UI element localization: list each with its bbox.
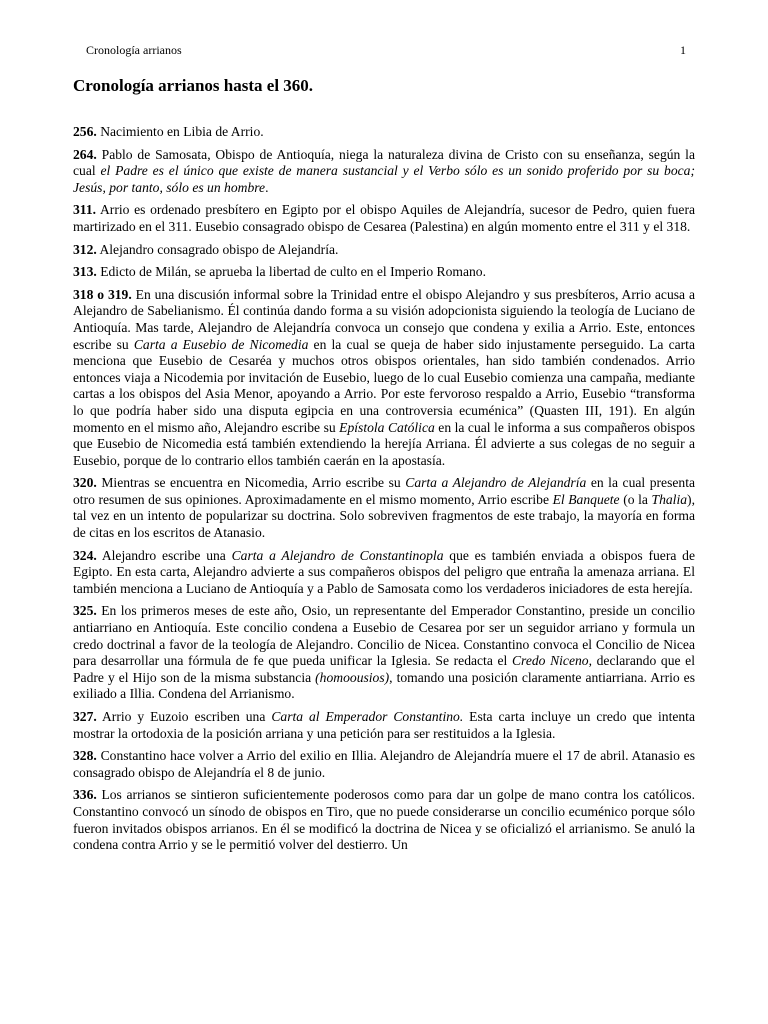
entry-year: 328.	[73, 748, 97, 764]
entry-text: Nacimiento en Libia de Arrio.	[96, 124, 264, 139]
entry-text: Alejandro escribe una	[96, 547, 232, 563]
entry-year: 324.	[73, 547, 97, 563]
entry-italic-text: Carta al Emperador Constantino.	[271, 709, 464, 724]
entry-italic-text: el Padre es el único que existe de manera sustancial y el Verbo sólo es un sonido proferido por su boca; Jesús, por tanto, sólo es un hombre	[73, 163, 695, 195]
entry-text: en la cual le informa a sus compañeros obispos que Eusebio de Nicomedia está también extendiendo la herejía Arriana. Él advierte a sus colegas de no seguir a Eusebio, porque de lo contrario ellos también caerán en la apostasía.	[73, 419, 695, 468]
entry-italic-text: Epístola Católica	[339, 419, 435, 435]
entry-text: Arrio es ordenado presbítero en Egipto por el obispo Aquiles de Alejandría, sucesor de Pedro, quien fuera martirizado en el 311. Eusebio consagrado obispo de Cesarea (Palestina) en algún momento entre el 311 y el 318.	[73, 202, 695, 234]
entry-text: En una discusión informal sobre la Trinidad entre el obispo Alejandro y sus presbíteros, Arrio acusa a Alejandro de Sabelianismo. Él continúa dando forma a su visión adopcionista siguiendo la teología de Luciano de Antioquía. Mas tarde, Alejandro de Alejandría convoca un consejo que condena y exilia a Arrio. Este, entonces escribe su	[73, 286, 695, 352]
chronology-entry	[73, 787, 695, 853]
chronology-entry	[73, 242, 695, 259]
entry-year: 318 o 319.	[73, 286, 132, 302]
chronology-entry	[73, 124, 695, 141]
entry-year: 325.	[73, 603, 97, 619]
entry-text: Pablo de Samosata, Obispo de Antioquía, niega la naturaleza divina de Cristo con su enseñanza, según la cual	[73, 146, 695, 179]
entry-year: 336.	[73, 787, 97, 803]
entry-text: Constantino hace volver a Arrio del exilio en Illia. Alejandro de Alejandría muere el 17 de abril. Atanasio es consagrado obispo de Alejandría el 8 de junio.	[73, 748, 695, 780]
entry-italic-text: El Banquete	[552, 491, 620, 507]
entry-italic-text: Thalia	[651, 491, 688, 507]
entry-year: 320.	[73, 475, 97, 491]
entry-text: en la cual se queja de haber sido injustamente perseguido. La carta menciona que Eusebio de Cesaréa y muchos otros obispos orientales, han sido también condenados. Arrio entonces viaja a Nicodemia por invitación de Eusebio, luego de lo cual Eusebio comienza una campaña, mediante cartas a los obispos del Asia Menor, apoyando a Arrio. Por este fervoroso respaldo a Arrio, Eusebio “transforma lo que podría haber sido una disputa egipcia en una controversia ecuménica” (Quasten III, 191). En algún momento en el mismo año, Alejandro escribe su	[73, 336, 695, 435]
entry-text: Mientras se encuentra en Nicomedia, Arrio escribe su	[96, 475, 406, 491]
entry-italic-text: Carta a Alejandro de Constantinopla	[231, 547, 444, 563]
chronology-entry	[73, 475, 695, 541]
entry-text: Arrio y Euzoio escriben una	[96, 709, 272, 724]
entry-year: 256.	[73, 124, 97, 139]
entry-year: 264.	[73, 146, 97, 162]
entry-italic-text: Carta a Eusebio de Nicomedia	[133, 336, 309, 352]
entry-text: Edicto de Milán, se aprueba la libertad de culto en el Imperio Romano.	[96, 264, 486, 280]
entry-text: (o la	[619, 491, 652, 507]
chronology-entry	[73, 748, 695, 781]
chronology-list	[73, 124, 695, 860]
entry-italic-text: (homoousios)	[315, 669, 390, 685]
entry-text: .	[265, 179, 269, 195]
entry-text: en la cual presenta otro resumen de sus opiniones. Aproximadamente en el mismo momento, Arrio escribe	[73, 475, 695, 507]
entry-year: 312.	[73, 241, 97, 257]
running-header	[86, 42, 686, 58]
entry-text: Alejandro consagrado obispo de Alejandría.	[96, 241, 339, 257]
entry-year: 313.	[73, 264, 97, 280]
entry-italic-text: Credo Niceno	[511, 653, 589, 669]
entry-text: Esta carta incluye un credo que intenta mostrar la ortodoxia de la posición arriana y una petición para ser restituidos a la Iglesia.	[73, 709, 695, 741]
entry-italic-text: Carta a Alejandro de Alejandría	[405, 475, 587, 491]
entry-text: , declarando que el Padre y el Hijo son de la misma substancia	[73, 653, 695, 685]
entry-text: Los arrianos se sintieron suficientemente poderosos como para dar un golpe de mano contra los católicos. Constantino convocó un sínodo de obispos en Tiro, que no puede considerarse un concilio ecuménico porque sólo fueron invitados obispos arrianos. En él se modificó la doctrina de Nicea y se oficializó el arrianismo. Se anuló la condena contra Arrio y se le permitió volver del destierro. Un	[73, 787, 695, 853]
entry-year: 311.	[73, 202, 97, 218]
entry-year: 327.	[73, 709, 97, 724]
chronology-entry	[73, 603, 695, 703]
entry-text: que es también enviada a obispos fuera de Egipto. En esta carta, Alejandro advierte a sus compañeros obispos del peligro que entraña la amenaza arriana. El también menciona a Luciano de Antioquía y a Pablo de Samosata como los verdaderos iniciadores de esta herejía.	[73, 547, 695, 596]
entry-text: En los primeros meses de este año, Osio, un representante del Emperador Constantino, preside un concilio antiarriano en Antioquía. Este concilio condena a Eusebio de Cesarea por ser un seguidor arriano y formula un credo doctrinal a favor de la teología de Alejandro. Concilio de Nicea. Constantino convoca el Concilio de Nicea para desarrollar una fórmula de fe que pueda unificar la Iglesia. Se redacta el	[73, 603, 695, 669]
chronology-entry	[73, 202, 695, 235]
document-title: Cronología arrianos hasta el 360.	[73, 76, 314, 95]
entry-text: , tomando una posición claramente antiarriana. Arrio es exiliado a Illia. Condena del Arrianismo.	[73, 669, 695, 702]
chronology-entry	[73, 287, 695, 470]
chronology-entry	[73, 548, 695, 598]
page-number: 1	[680, 43, 686, 57]
chronology-entry	[73, 709, 695, 742]
entry-text: ), tal vez en un intento de popularizar su doctrina. Solo sobreviven fragmentos de este trabajo, la mayoría en forma de citas en los escritos de Atanasio.	[73, 491, 695, 541]
chronology-entry	[73, 264, 695, 281]
chronology-entry	[73, 147, 695, 197]
running-title: Cronología arrianos	[86, 43, 182, 57]
